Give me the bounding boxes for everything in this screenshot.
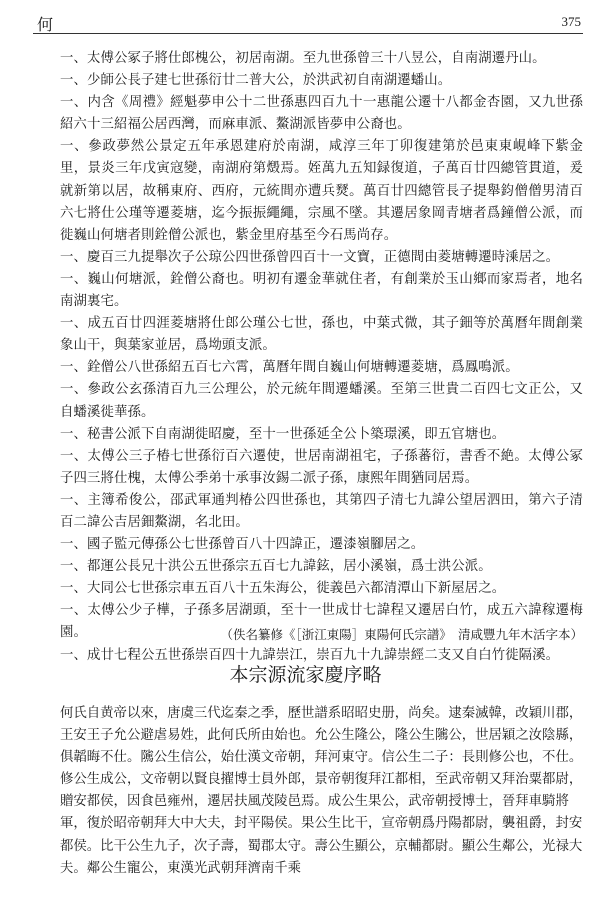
- source-citation: （佚名纂修《［浙江東陽］東陽何氏宗譜》 清咸豐九年木活字本）: [220, 627, 583, 642]
- header-rule: [33, 33, 583, 34]
- section-title: 本宗源流家慶序略: [229, 664, 382, 686]
- entry-paragraph: 一、巍山何塘派，銓僧公裔也。明初有遷金華就住者，有創業於玉山鄉而家焉者，地名南湖裏宅。: [60, 271, 583, 310]
- entry-paragraph: 一、都運公長兄十洪公五世孫宗五百七九諱鉉，居小溪嶺，爲士洪公派。: [60, 559, 492, 575]
- page-header: [37, 8, 581, 34]
- genealogy-entries: [60, 48, 583, 667]
- entry-paragraph: 一、參政夢然公景定五年承恩建府於南湖，咸淳三年丁卯復建第於邑東東峴峰下紫金里，景炎三年戊寅寇變，南湖府第燬焉。姪萬九五知録復道，子萬百廿四總管貫道，爰就新第以居，故稱東府、西府，元統間亦遭兵燹。萬百廿四總管長子提舉鈞僧僧男清百六七將仕公瑾等遷菱塘，迄今振振繩繩，宗風不墜。其遷居象岡青塘者爲鐘僧公派，而徙巍山何塘者則銓僧公派也，紫金里府基至今石馬尚存。: [60, 139, 583, 243]
- entry-paragraph: 一、少師公長子建七世孫衍廿二普大公，於洪武初自南湖遷蟠山。: [60, 73, 452, 89]
- running-title: 何: [37, 15, 54, 34]
- preface-text: 何氏自黄帝以來，唐虞三代迄秦之季，歷世譜系昭昭史册，尚矣。逮秦滅韓，改穎川郡，王安王子允公避虐易姓，此何氏所由始也。允公生隆公，隆公生隲公，世居穎之汝陰縣，俱韜晦不仕。隲公生信公，始仕漢文帝朝，拜河東守。信公生二子：長則修公也，不仕。修公生成公，文帝朝以賢良擢博士員外郎，景帝朝復拜江都相，至武帝朝又拜治粟都尉，贈安都侯，因食邑雍州，遷居扶風茂陵邑焉。成公生果公，武帝朝授博士，晉拜車騎將軍，復於昭帝朝拜大中大夫，封平陽侯。果公生比干，宣帝朝爲丹陽都尉，襲祖爵，封安都侯。比干公生九子，次子壽，蜀郡太守。壽公生顯公，京輔都尉。顯公生鄰公，光禄大夫。鄰公生寵公，東漢光武朝拜濟南千乘: [60, 706, 583, 876]
- entry-paragraph: 一、主簿希俊公，邵武軍通判椿公四世孫也，其第四子清七九諱公望居泗田，第六子清百二諱公吉居鈿鰲湖，名北田。: [60, 492, 583, 530]
- entry-paragraph: 一、大同公七世孫宗車五百八十五朱海公，徙義邑六都清潭山下新屋居之。: [60, 581, 506, 597]
- entry-paragraph: 一、銓僧公八世孫紹五百七六霄，萬曆年間自巍山何塘轉遷菱塘，爲鳳鳴派。: [60, 360, 519, 376]
- page-number: 375: [561, 14, 581, 29]
- entry-paragraph: 一、參政公玄孫清百九三公理公，於元統年間遷蟠溪。至第三世貴二百四七文正公，又自蟠溪徙華孫。: [60, 382, 583, 420]
- entry-paragraph: 一、太傅公冢子將仕郎槐公，初居南湖。至九世孫曾三十八昱公，自南湖遷丹山。: [60, 51, 546, 66]
- entry-paragraph: 一、秘書公派下自南湖徙昭慶，至十一世孫延全公卜築璟溪，即五官塘也。: [60, 426, 506, 442]
- entry-paragraph: 一、成五百廿四涯菱塘將仕郎公瑾公七世，孫也，中葉式微，其子鈿等於萬曆年間創業象山干，與葉家並居，爲坳頭支派。: [60, 316, 583, 354]
- entry-paragraph: 一、内含《周禮》經魁夢申公十二世孫惠四百九十一惠龍公遷十八都金杏園，又九世孫紹六十三紹福公居西灣，而麻車派、鰲湖派皆夢申公裔也。: [60, 95, 583, 133]
- entry-paragraph: 一、國子監元傳孫公七世孫曾百八十四諱正，遷漆嶺腳居之。: [60, 537, 425, 553]
- entry-paragraph: 一、太傅公三子椿七世孫衍百六遷使，世居南湖祖宅，子孫蕃衍，書香不絶。太傅公冢子四三將仕槐，太傅公季弟十承事汝錫二派子孫，康熙年間猶同居焉。: [60, 448, 583, 486]
- entry-paragraph: 一、太傅公少子樺，子孫多居湖頭，至十一世成廿七諱程又遷居白竹，成五六諱稼遷梅園。: [60, 603, 583, 641]
- entry-paragraph: 一、成廿七程公五世孫崇百四十九諱崇江，崇百九十九諱崇經二支又自白竹徙隔溪。: [60, 647, 560, 663]
- entry-paragraph: 一、慶百三九提舉次子公琼公四世孫曾四百十一文寶，正德間由菱塘轉遷時溗居之。: [60, 249, 560, 265]
